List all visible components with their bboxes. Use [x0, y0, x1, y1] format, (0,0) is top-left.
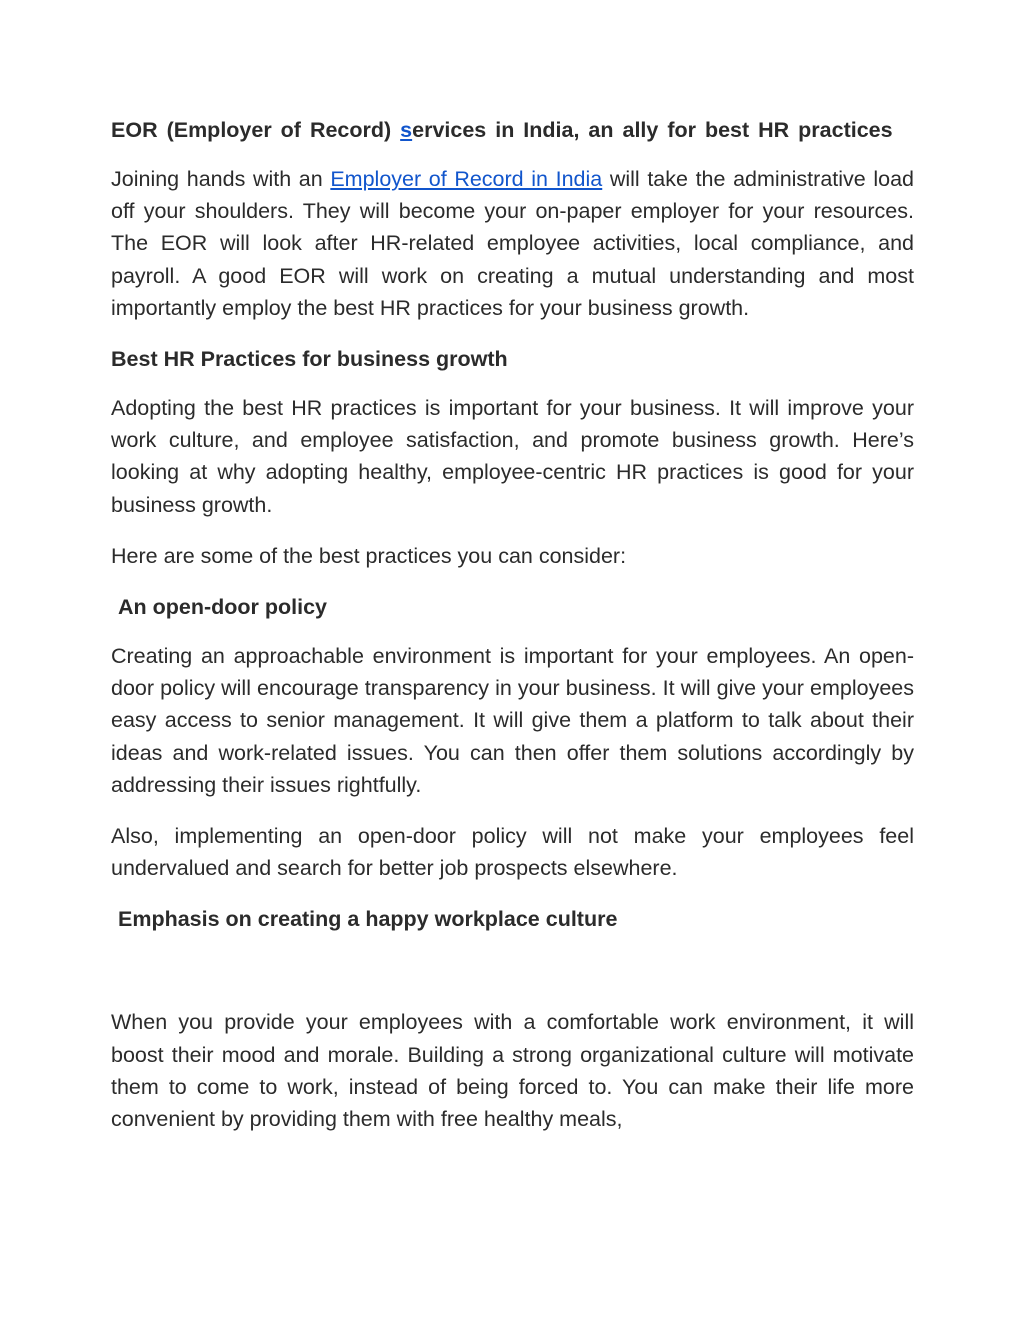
section-heading-best-hr-practices: Best HR Practices for business growth: [111, 347, 508, 372]
best-practices-intro-line: Here are some of the best practices you can consider:: [111, 543, 627, 568]
open-door-paragraph-1: Creating an approachable environment is important for your employees. An open-door policy will encourage transparency in your business. It will give your employees easy access to senior management. It will give them a platform to talk about their ideas and work-related issues. You can then offer them solutions accordingly by addressing their issues rightfully.: [111, 644, 914, 797]
employer-of-record-link[interactable]: Employer of Record in India: [330, 167, 603, 191]
blank-line: [111, 952, 914, 1006]
title-text-start: EOR (Employer of Record): [111, 118, 401, 142]
open-door-paragraph-2: Also, implementing an open-door policy will not make your employees feel undervalued and search for better job prospects elsewhere.: [111, 824, 914, 881]
happy-workplace-paragraph: When you provide your employees with a comfortable work environment, it will boost their mood and morale. Building a strong organizational culture will motivate them to come to work, instead of being forced to. You can make their life more convenient by providing them with free healthy meals,: [111, 1010, 914, 1132]
title-text-end: ervices in India, an ally for best HR practices: [412, 118, 893, 142]
intro-text-after-link: will take the administrative load off your shoulders. They will become your on-paper employer for your resources. The EOR will look after HR-related employee activities, local compliance, and payroll. A good EOR will work on creating a mutual understanding and most importantly employ the best HR practices for your business growth.: [111, 167, 914, 320]
intro-text-before-link: Joining hands with an: [111, 167, 331, 191]
best-hr-practices-paragraph: Adopting the best HR practices is important for your business. It will improve your work culture, and employee satisfaction, and promote business growth. Here’s looking at why adopting healthy, employee-centric HR practices is good for your business growth.: [111, 396, 914, 517]
title-link-letter[interactable]: s: [400, 118, 413, 142]
section-heading-happy-workplace: Emphasis on creating a happy workplace culture: [118, 907, 618, 932]
document-page: [111, 114, 914, 1154]
section-heading-open-door-policy: An open-door policy: [118, 595, 328, 620]
intro-paragraph: [111, 163, 914, 324]
document-title: [111, 114, 914, 146]
